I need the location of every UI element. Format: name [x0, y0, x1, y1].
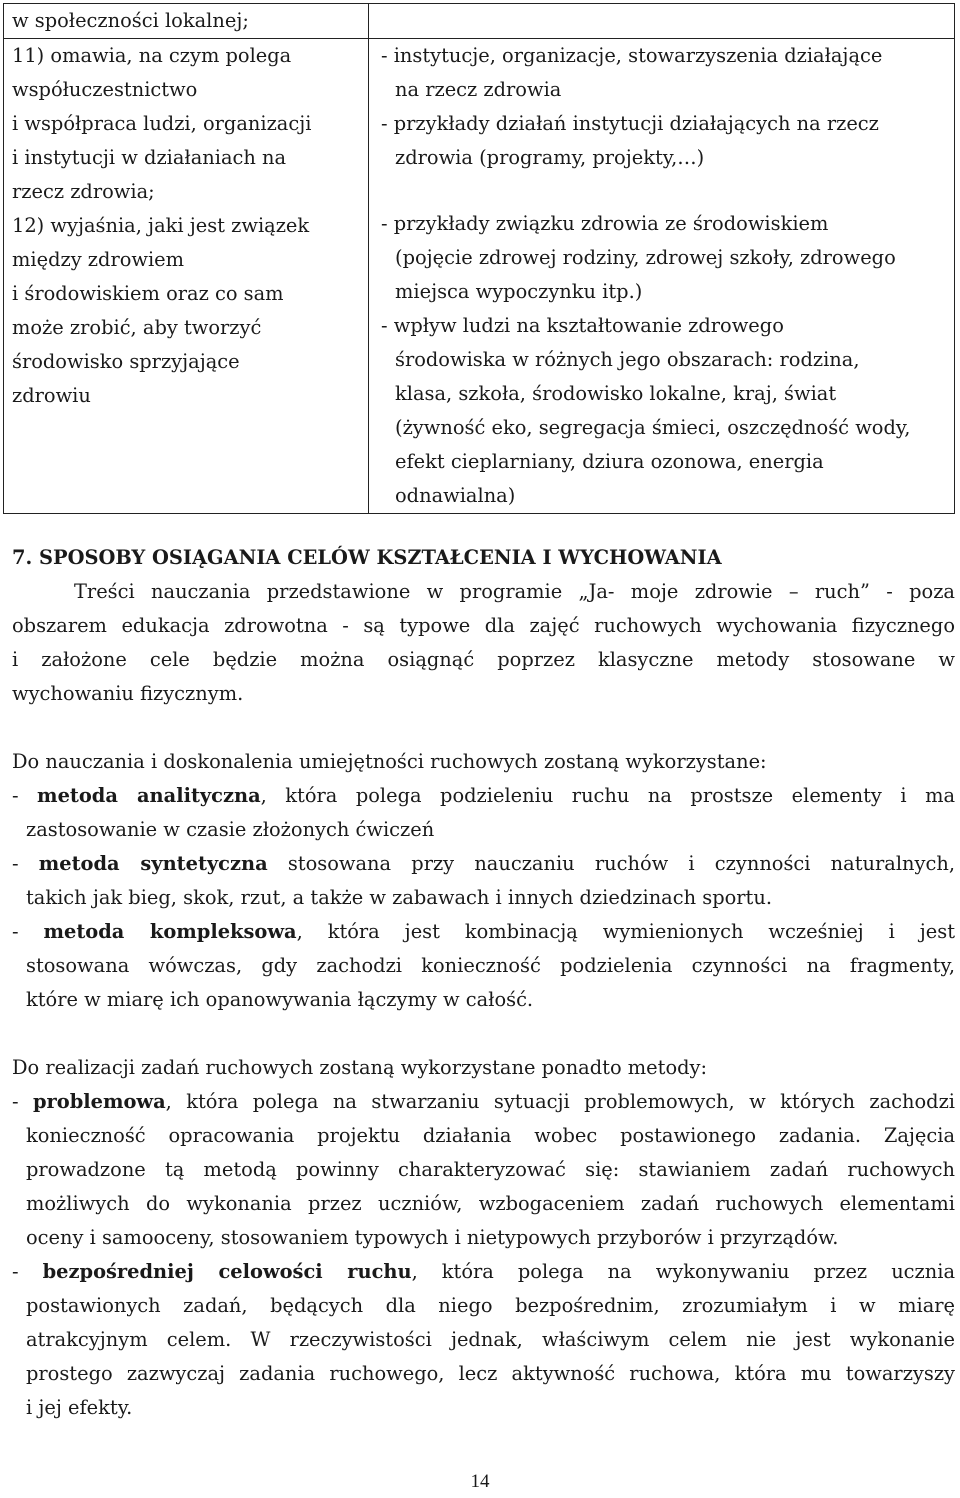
method-item-direct: - bezpośredniej celowości ruchu, która polega na wykonywaniu przez ucznia: [12, 1260, 956, 1283]
paragraph-line: prostego zazwyczaj zadania ruchowego, lecz aktywność ruchowa, która mu towarzyszy: [26, 1362, 955, 1385]
table-line: - przykłady związku zdrowia ze środowiskiem: [381, 212, 829, 235]
table-line: miejsca wypoczynku itp.): [395, 280, 643, 303]
table-line: i instytucji w działaniach na: [12, 146, 287, 169]
table-line: 11) omawia, na czym polega: [12, 44, 292, 67]
paragraph-line: takich jak bieg, skok, rzut, a także w zabawach i innych dziedzinach sportu.: [26, 886, 772, 909]
section-heading: 7. SPOSOBY OSIĄGANIA CELÓW KSZTAŁCENIA I WYCHOWANIA: [12, 546, 722, 569]
table-line: efekt cieplarniany, dziura ozonowa, energia: [395, 450, 824, 473]
paragraph-line: oceny i samooceny, stosowaniem typowych i nietypowych przyborów i przyrządów.: [26, 1226, 839, 1249]
table-line: i środowiskiem oraz co sam: [12, 282, 284, 305]
table-line: - wpływ ludzi na kształtowanie zdrowego: [381, 314, 784, 337]
method-item-problem: - problemowa, która polega na stwarzaniu sytuacji problemowych, w których zachodzi: [12, 1090, 955, 1113]
paragraph-line: zastosowanie w czasie złożonych ćwiczeń: [26, 818, 435, 841]
table-line: zdrowia (programy, projekty,…): [395, 146, 705, 169]
table-row: [4, 4, 955, 39]
table-line: - przykłady działań instytucji działających na rzecz: [381, 112, 879, 135]
table-row: [4, 39, 955, 514]
table-line: odnawialna): [395, 484, 516, 507]
paragraph-line: postawionych zadań, będących dla niego bezpośrednim, zrozumiałym i w miarę: [26, 1294, 955, 1317]
method-item-synthetic: - metoda syntetyczna stosowana przy nauczaniu ruchów i czynności naturalnych,: [12, 852, 955, 875]
paragraph-line: możliwych do wykonania przez uczniów, wzbogaceniem zadań ruchowych elementami: [26, 1192, 955, 1215]
table-line: - instytucje, organizacje, stowarzyszenia działające: [381, 44, 883, 67]
table-cell-text: w społeczności lokalnej;: [12, 9, 249, 32]
paragraph-line: które w miarę ich opanowywania łączymy w całość.: [26, 988, 534, 1011]
method-name: metoda kompleksowa: [43, 920, 297, 943]
table-line: i współpraca ludzi, organizacji: [12, 112, 312, 135]
curriculum-table: [3, 3, 955, 514]
table-line: klasa, szkoła, środowisko lokalne, kraj, świat: [395, 382, 837, 405]
table-line: środowisko sprzyjające: [12, 350, 240, 373]
table-cell-right: [369, 39, 955, 514]
table-line: (pojęcie zdrowej rodziny, zdrowej szkoły, zdrowego: [395, 246, 896, 269]
method-name: bezpośredniej celowości ruchu: [42, 1260, 412, 1283]
paragraph-intro: Do nauczania i doskonalenia umiejętności ruchowych zostaną wykorzystane:: [12, 750, 767, 773]
table-line: (żywność eko, segregacja śmieci, oszczędność wody,: [395, 416, 911, 439]
table-line: na rzecz zdrowia: [395, 78, 562, 101]
page-number: 14: [470, 1471, 490, 1492]
method-item-complex: - metoda kompleksowa, która jest kombinacją wymienionych wcześniej i jest: [12, 920, 956, 943]
table-line: zdrowiu: [12, 384, 91, 407]
paragraph-intro: Do realizacji zadań ruchowych zostaną wykorzystane ponadto metody:: [12, 1056, 708, 1079]
paragraph-line: obszarem edukacja zdrowotna - są typowe dla zajęć ruchowych wychowania fizycznego: [12, 614, 955, 637]
paragraph-line: atrakcyjnym celem. W rzeczywistości jednak, właściwym celem nie jest wykonanie: [26, 1328, 955, 1351]
table-cell-right-top: [369, 4, 955, 39]
table-line: rzecz zdrowia;: [12, 180, 155, 203]
paragraph-line: i jej efekty.: [26, 1396, 133, 1419]
table-line: współuczestnictwo: [12, 78, 198, 101]
table-cell-left-top: [4, 4, 369, 39]
table-line: między zdrowiem: [12, 248, 185, 271]
table-line: 12) wyjaśnia, jaki jest związek: [12, 214, 310, 237]
table-line: może zrobić, aby tworzyć: [12, 316, 262, 339]
method-name: problemowa: [32, 1090, 166, 1113]
section-body: [12, 541, 955, 1425]
paragraph-line: i założone cele będzie można osiągnąć poprzez klasyczne metody stosowane w: [12, 648, 955, 671]
method-name: metoda syntetyczna: [38, 852, 268, 875]
method-item-analytic: - metoda analityczna, która polega podzieleniu ruchu na prostsze elementy i ma: [12, 784, 956, 807]
paragraph-line: konieczność opracowania projektu działania wobec postawionego zadania. Zajęcia: [26, 1124, 955, 1147]
table-cell-left: [4, 39, 369, 514]
table-line: środowiska w różnych jego obszarach: rodzina,: [395, 348, 860, 371]
paragraph-line: stosowana wówczas, gdy zachodzi konieczność podzielenia czynności na fragmenty,: [26, 954, 955, 977]
method-name: metoda analityczna: [37, 784, 261, 807]
paragraph-line: prowadzone tą metodą powinny charakteryzować się: stawianiem zadań ruchowych: [26, 1158, 955, 1181]
paragraph-line: wychowaniu fizycznym.: [12, 682, 244, 705]
paragraph-line: Treści nauczania przedstawione w programie „Ja- moje zdrowie – ruch” - poza: [74, 580, 955, 603]
